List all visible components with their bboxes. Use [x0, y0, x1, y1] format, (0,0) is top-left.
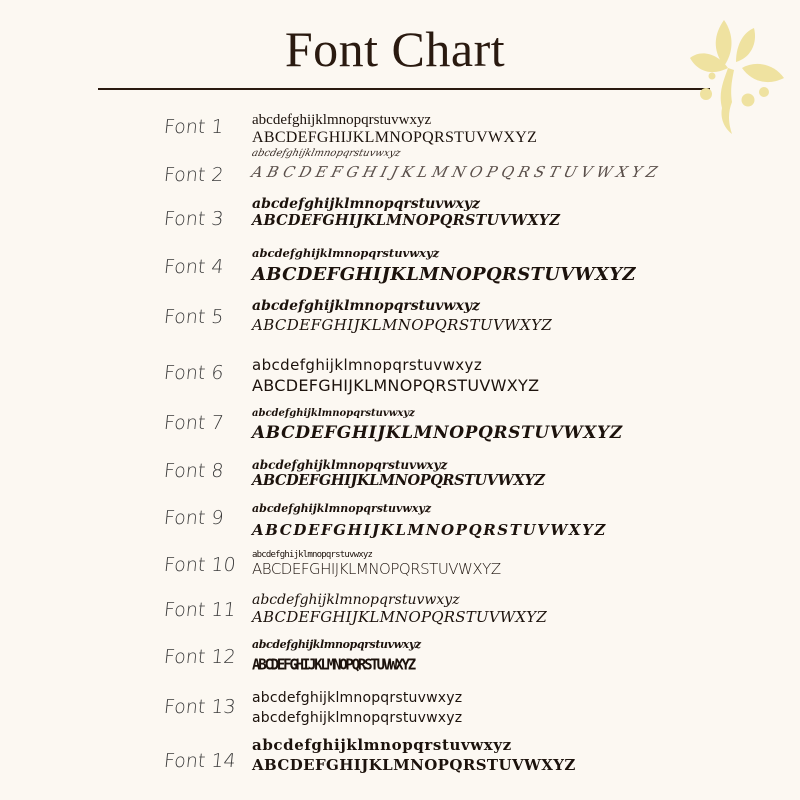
lowercase-sample: abcdefghijklmnopqrstuvwxyz: [252, 502, 432, 515]
font-label: Font 4: [162, 256, 225, 278]
lowercase-sample-alt: abcdefghijklmnopqrstuvwxyz: [252, 710, 463, 726]
uppercase-sample: ABCDEFGHIJKLMNOPQRSTUVWXYZ: [252, 316, 553, 334]
font-sample: [252, 246, 636, 285]
uppercase-sample: ABCDEFGHIJKLMNOPQRSTUVWXYZ: [249, 163, 664, 181]
uppercase-sample: ABCDEFGHIJKLMNOPQRSTUVWXYZ: [252, 756, 576, 774]
uppercase-sample: ABCDEFGHIJKLMNOPQRSTUVWXYZ: [252, 376, 540, 395]
font-sample: [252, 408, 623, 443]
font-sample: [252, 502, 607, 539]
lowercase-sample: abcdefghijklmnopqrstuvwxyz: [250, 148, 402, 159]
font-sample: [252, 356, 539, 395]
font-sample: [252, 638, 421, 673]
lowercase-sample: abcdefghijklmnopqrstuvwxyz: [252, 298, 480, 314]
font-label: Font 6: [162, 362, 225, 384]
font-label: Font 1: [162, 116, 225, 138]
font-sample: [252, 688, 462, 728]
font-sample: [249, 148, 664, 181]
lowercase-sample: abcdefghijklmnopqrstuvwxyz: [252, 112, 432, 128]
lowercase-sample: abcdefghijklmnopqrstuvwxyz: [252, 690, 463, 706]
lowercase-sample: abcdefghijklmnopqrstuvwxyz: [252, 550, 373, 560]
lowercase-sample: abcdefghijklmnopqrstuvwxyz: [252, 246, 440, 260]
uppercase-sample: ABCDEFGHIJKLMNOPQRSTUVWXYZ: [252, 608, 548, 626]
lowercase-sample: abcdefghijklmnopqrstuvwxyz: [252, 196, 480, 212]
uppercase-sample: ABCDEFGHIJKLMNOPQRSTUVWXYZ: [252, 521, 607, 539]
lowercase-sample: abcdefghijklmnopqrstuvwxyz: [252, 638, 421, 651]
uppercase-sample: ABCDEFGHIJKLMNOPQRSTUVWXYZ: [252, 656, 414, 674]
gold-leaf-flourish-icon: [684, 14, 790, 138]
uppercase-sample: ABCDEFGHIJKLMNOPQRSTUVWXYZ: [252, 212, 561, 229]
font-sample: [252, 592, 547, 626]
font-sample: [252, 298, 552, 334]
font-sample: [252, 196, 560, 229]
font-label: Font 2: [162, 164, 225, 186]
uppercase-sample: ABCDEFGHIJKLMNOPQRSTUVWXYZ: [252, 472, 545, 489]
lowercase-sample: abcdefghijklmnopqrstuvwxyz: [252, 458, 448, 472]
font-label: Font 13: [162, 696, 237, 718]
font-sample: [252, 458, 545, 489]
lowercase-sample: abcdefghijklmnopqrstuvwxyz: [252, 356, 483, 374]
lowercase-sample: abcdefghijklmnopqrstuvwxyz: [252, 408, 415, 419]
uppercase-sample: ABCDEFGHIJKLMNOPQRSTUVWXYZ: [252, 264, 636, 285]
font-label: Font 11: [162, 599, 237, 621]
font-label: Font 14: [162, 750, 237, 772]
uppercase-sample: ABCDEFGHIJKLMNOPQRSTUVWXYZ: [252, 423, 623, 443]
font-label: Font 8: [162, 460, 225, 482]
page-title: Font Chart: [284, 21, 506, 77]
lowercase-sample: abcdefghijklmnopqrstuvwxyz: [252, 592, 460, 608]
font-label: Font 7: [162, 412, 225, 434]
uppercase-sample: ABCDEFGHIJKLMNOPQRSTUVWXYZ: [252, 129, 538, 146]
font-label: Font 5: [162, 306, 225, 328]
font-label: Font 10: [162, 554, 237, 576]
font-sample: [252, 550, 501, 578]
lowercase-sample: abcdefghijklmnopqrstuvwxyz: [252, 736, 512, 754]
font-sample: [252, 112, 537, 147]
font-label: Font 3: [162, 208, 225, 230]
uppercase-sample: ABCDEFGHIJKLMNOPQRSTUVWXYZ: [252, 560, 501, 578]
font-sample: [252, 736, 576, 774]
font-label: Font 12: [162, 646, 237, 668]
title-divider: [98, 88, 710, 90]
font-label: Font 9: [162, 507, 225, 529]
